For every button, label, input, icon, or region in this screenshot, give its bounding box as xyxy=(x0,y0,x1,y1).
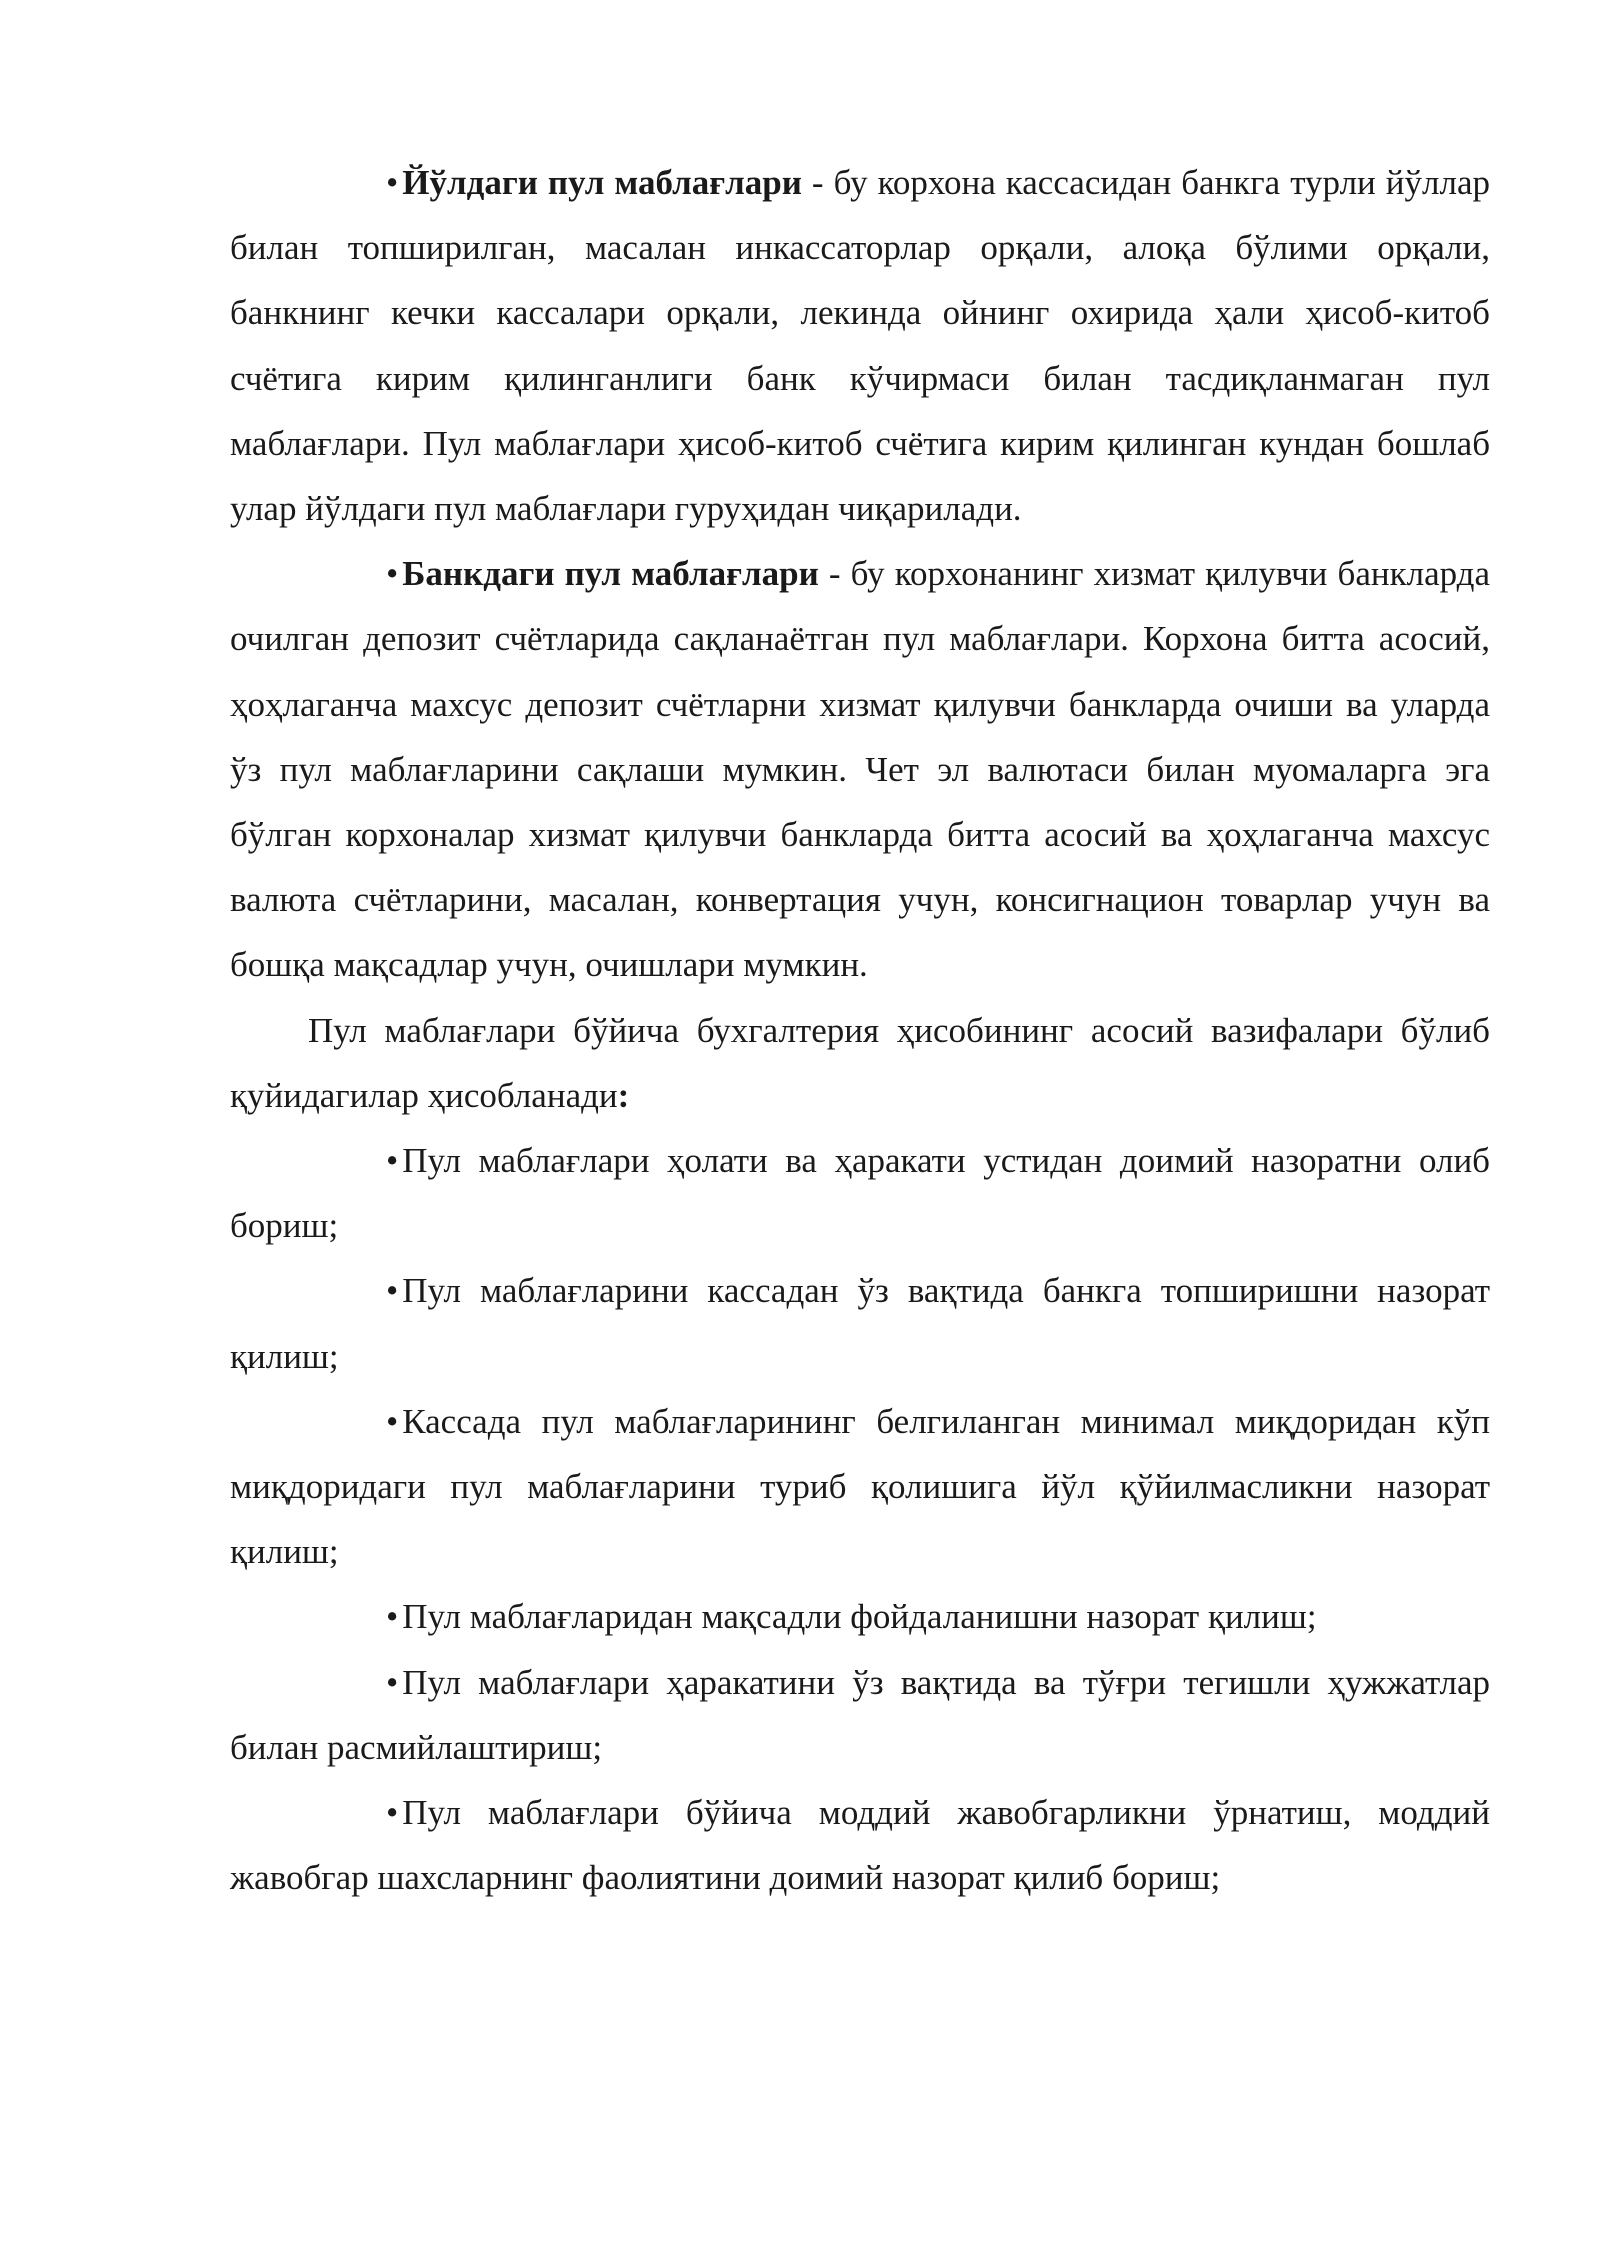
list-item-text: Пул маблағлари бўйича моддий жавобгарликни ўрнатиш, моддий жавобгар шахсларнинг фаолиятини доимий назорат қилиб бориш; xyxy=(230,1793,1490,1898)
paragraph-bank-funds xyxy=(230,541,1490,997)
paragraph-text: - бу корхона кассасидан банкга турли йўллар билан топширилган, масалан инкассаторлар орқали, алоқа бўлими орқали, банкнинг кечки кассалари орқали, лекинда ойнинг охирида ҳали ҳисоб-китоб счётига кирим қилинганлиги банк кўчирмаси билан тасдиқланмаган пул маблағлари. Пул маблағлари ҳисоб-китоб счётига кирим қилинган кундан бошлаб улар йўлдаги пул маблағлари гуруҳидан чиқарилади. xyxy=(230,163,1490,529)
list-item-timely-deposit xyxy=(230,1258,1490,1388)
bullet-icon: • xyxy=(386,1597,399,1637)
paragraph-transit-funds xyxy=(230,150,1490,541)
list-item-text: Пул маблағлари ҳолати ва ҳаракати устидан доимий назоратни олиб бориш; xyxy=(230,1141,1490,1246)
paragraph-text: - бу корхонанинг хизмат қилувчи банкларда очилган депозит счётларида сақланаётган пул маблағлари. Корхона битта асосий, ҳоҳлаганча махсус депозит счётларни хизмат қилувчи банкларда очиши ва уларда ўз пул маблағларини сақлаши мумкин. Чет эл валютаси билан муомаларга эга бўлган корхоналар хизмат қилувчи банкларда битта асосий ва ҳоҳлаганча махсус валюта счётларини, масалан, конвертация учун, консигнацион товарлар учун ва бошқа мақсадлар учун, очишлари мумкин. xyxy=(230,554,1490,985)
list-item-text: Кассада пул маблағларининг белгиланган минимал миқдоридан кўп миқдоридаги пул маблағларини туриб қолишига йўл қўйилмасликни назорат қилиш; xyxy=(230,1401,1490,1572)
bullet-icon: • xyxy=(386,1271,399,1311)
bullet-icon: • xyxy=(386,1401,399,1441)
paragraph-tasks-intro xyxy=(230,998,1490,1128)
bullet-icon: • xyxy=(386,554,399,594)
bullet-icon: • xyxy=(386,1793,399,1833)
list-item-text: Пул маблағлари ҳаракатини ўз вақтида ва тўғри тегишли ҳужжатлар билан расмийлаштириш; xyxy=(230,1662,1490,1767)
term-bank-funds: Банкдаги пул маблағлари xyxy=(402,554,819,594)
intro-colon: : xyxy=(617,1075,630,1115)
list-item-text: Пул маблағларини кассадан ўз вақтида банкга топширишни назорат қилиш; xyxy=(230,1271,1490,1376)
list-item-documentation xyxy=(230,1650,1490,1780)
document-page xyxy=(230,150,1490,1910)
list-item-text: Пул маблағларидан мақсадли фойдаланишни назорат қилиш; xyxy=(402,1597,1317,1637)
bullet-icon: • xyxy=(386,1662,399,1702)
bullet-icon: • xyxy=(386,163,399,202)
list-item-targeted-use xyxy=(230,1584,1490,1649)
list-item-control-state xyxy=(230,1128,1490,1258)
bullet-icon: • xyxy=(386,1141,399,1181)
paragraph-text: Пул маблағлари бўйича бухгалтерия ҳисобининг асосий вазифалари бўлиб қуйидагилар ҳисобланади xyxy=(230,1010,1490,1115)
list-item-liability xyxy=(230,1780,1490,1910)
term-transit-funds: Йўлдаги пул маблағлари xyxy=(402,163,802,202)
list-item-cash-limit xyxy=(230,1389,1490,1585)
